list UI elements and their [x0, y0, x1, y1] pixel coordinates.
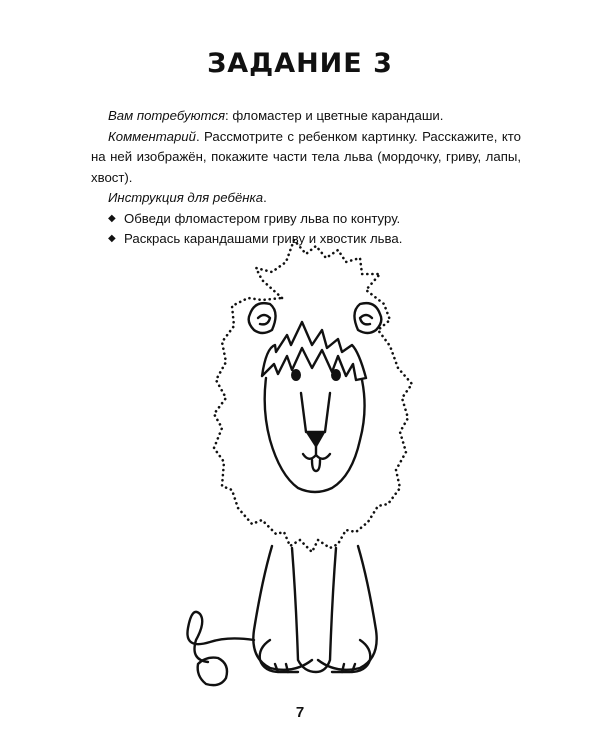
lion-nose-bridge [301, 393, 330, 432]
page-title: ЗАДАНИЕ 3 [207, 48, 393, 79]
lion-paw-left [260, 640, 298, 672]
diamond-bullet-icon: ◆ [108, 212, 116, 224]
lion-tail [187, 612, 254, 662]
list-item: ◆ Обведи фломастером гриву льва по контуру. [108, 209, 521, 230]
lion-nose [307, 432, 324, 446]
lion-eye-right [331, 369, 341, 381]
lion-ear-right [354, 303, 381, 333]
lion-front-legs [292, 548, 336, 672]
lion-mouth [303, 446, 330, 459]
page-number: 7 [295, 704, 305, 721]
instructions-heading: Инструкция для ребёнка. [108, 190, 267, 205]
lion-forelock [262, 322, 366, 380]
diamond-bullet-icon: ◆ [108, 233, 116, 244]
materials-label: Вам потребуются [108, 108, 226, 123]
lion-tail-tuft [198, 658, 227, 686]
materials-text: : фломастер и цветные карандаши. [225, 108, 444, 123]
lion-body [253, 546, 376, 670]
lion-paw-right [332, 640, 370, 672]
list-item: ◆ Раскрась карандашами гриву и хвостик льва. [108, 229, 521, 250]
instructions-label: Инструкция для ребёнка [108, 190, 264, 205]
lion-eye-left [291, 369, 301, 381]
comment-label: Комментарий [108, 128, 196, 144]
lion-tongue [312, 460, 320, 471]
lion-mane-dotted-outline [214, 240, 412, 552]
lion-ear-left [249, 303, 276, 333]
comment-text: . Рассмотрите с ребенком картинку. Расскажите, кто на ней изображён, покажите части тела льва (мордочку, гриву, лапы, хвост). [91, 128, 521, 185]
